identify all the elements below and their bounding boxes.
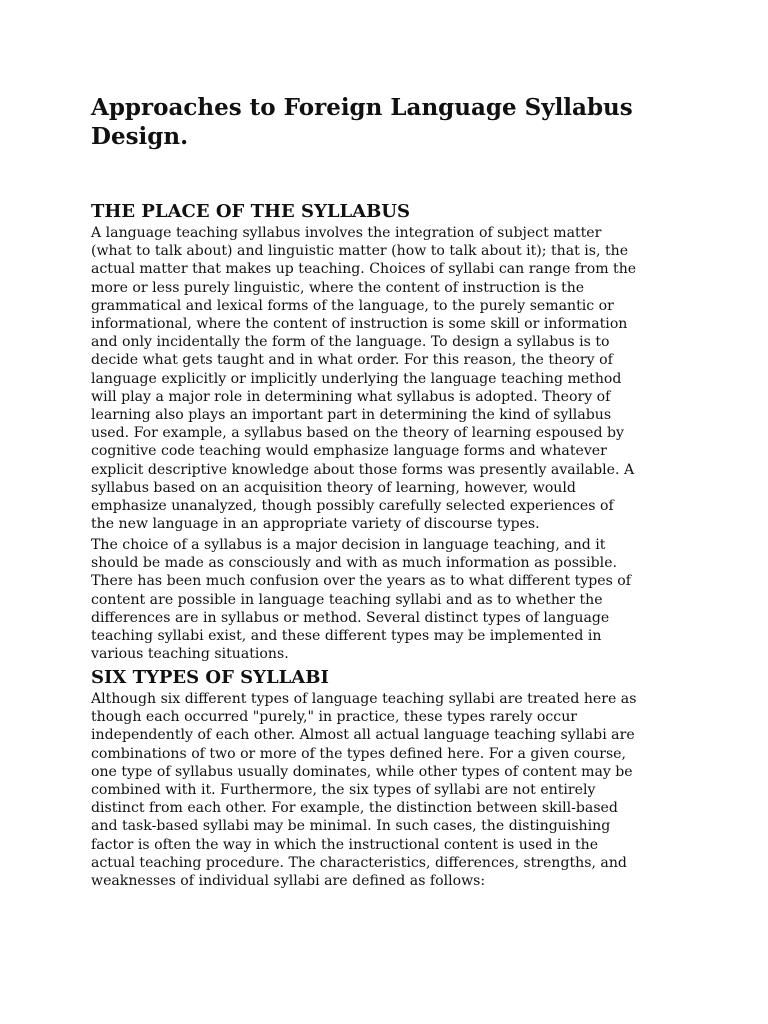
text-line: The choice of a syllabus is a major decision in language teaching, and it: [91, 537, 606, 553]
document-title: Approaches to Foreign Language Syllabus Design.: [91, 94, 633, 150]
paragraph-place-of-syllabus-2: [91, 536, 681, 663]
text-line: language explicitly or implicitly underlying the language teaching method: [91, 370, 622, 387]
text-line: should be made as consciously and with as much information as possible.: [91, 555, 618, 572]
text-line: explicit descriptive knowledge about those forms was presently available. A: [91, 461, 635, 478]
text-line: actual teaching procedure. The characteristics, differences, strengths, and: [91, 854, 627, 871]
text-line: A language teaching syllabus involves the integration of subject matter: [91, 225, 602, 241]
text-line: and task-based syllabi may be minimal. In such cases, the distinguishing: [91, 818, 611, 835]
text-line: combined with it. Furthermore, the six types of syllabi are not entirely: [91, 782, 596, 799]
paragraph-six-types: [91, 690, 681, 890]
text-line: syllabus based on an acquisition theory of learning, however, would: [91, 479, 576, 496]
paragraph-place-of-syllabus-1: [91, 224, 681, 533]
text-line: various teaching situations.: [91, 646, 289, 663]
text-line: used. For example, a syllabus based on the theory of learning espoused by: [91, 425, 624, 442]
text-line: teaching syllabi exist, and these different types may be implemented in: [91, 628, 602, 645]
text-line: There has been much confusion over the years as to what different types of: [91, 573, 631, 590]
text-line: independently of each other. Almost all actual language teaching syllabi are: [91, 727, 635, 744]
text-line: one type of syllabus usually dominates, while other types of content may be: [91, 763, 633, 780]
text-line: actual matter that makes up teaching. Choices of syllabi can range from the: [91, 261, 637, 278]
text-line: emphasize unanalyzed, though possibly carefully selected experiences of: [91, 498, 614, 515]
text-line: more or less purely linguistic, where the content of instruction is the: [91, 279, 585, 296]
section-heading-six-types: SIX TYPES OF SYLLABI: [91, 667, 329, 688]
text-line: grammatical and lexical forms of the language, to the purely semantic or: [91, 297, 614, 314]
text-line: the new language in an appropriate variety of discourse types.: [91, 516, 540, 533]
text-line: factor is often the way in which the instructional content is used in the: [91, 836, 599, 853]
text-line: cognitive code teaching would emphasize language forms and whatever: [91, 443, 607, 460]
text-line: weaknesses of individual syllabi are defined as follows:: [91, 873, 486, 890]
text-line: though each occurred "purely," in practice, these types rarely occur: [91, 709, 578, 726]
text-line: learning also plays an important part in determining the kind of syllabus: [91, 407, 612, 424]
section-heading-place-of-syllabus: THE PLACE OF THE SYLLABUS: [91, 201, 411, 222]
text-line: differences are in syllabus or method. Several distinct types of language: [91, 609, 610, 626]
text-line: (what to talk about) and linguistic matter (how to talk about it); that is, the: [91, 243, 629, 260]
text-line: Although six different types of language teaching syllabi are treated here as: [91, 691, 637, 707]
text-line: content are possible in language teaching syllabi and as to whether the: [91, 591, 603, 608]
text-line: and only incidentally the form of the language. To design a syllabus is to: [91, 334, 610, 351]
text-line: distinct from each other. For example, the distinction between skill-based: [91, 800, 618, 817]
text-line: informational, where the content of instruction is some skill or information: [91, 316, 628, 333]
text-line: combinations of two or more of the types defined here. For a given course,: [91, 745, 626, 762]
text-line: will play a major role in determining what syllabus is adopted. Theory of: [91, 388, 611, 405]
text-line: decide what gets taught and in what order. For this reason, the theory of: [91, 352, 613, 369]
